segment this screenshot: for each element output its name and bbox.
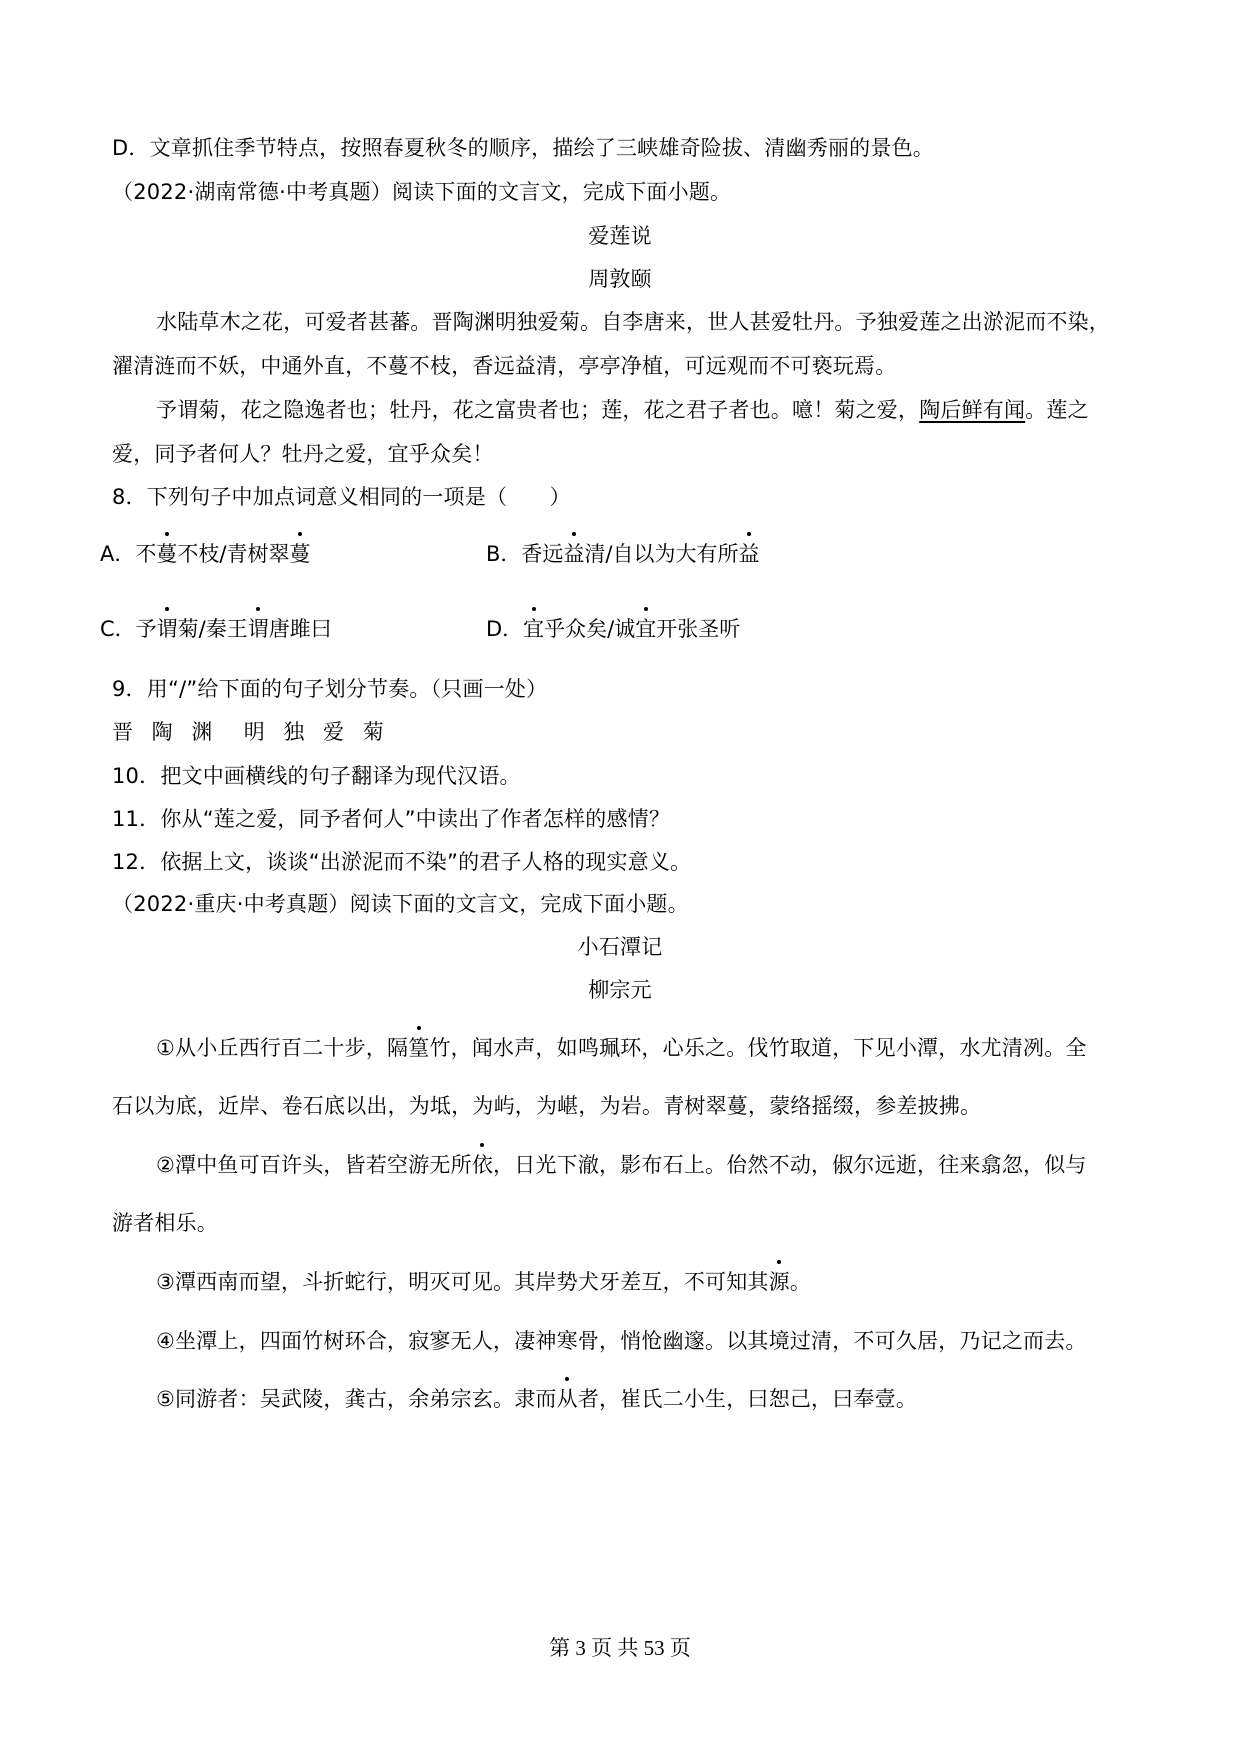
option-text: 香远 [521,542,564,566]
passage2-p3 [156,1268,1172,1296]
passage2-p1-line1 [156,1034,1172,1062]
question-8-stem: 8．下列句子中加点词意义相同的一项是（ ） [112,485,571,509]
dotted-word: 谓 [156,617,178,641]
option-text: 予 [135,617,157,641]
passage2-p4: ④坐潭上，四面竹树环合，寂寥无人，凄神寒骨，悄怆幽邃。以其境过清，不可久居，乃记之而去。 [156,1329,1087,1353]
option-label: A． [100,542,136,566]
q8-option-b[interactable] [486,540,760,568]
q8-option-a[interactable] [100,540,310,568]
passage1-para1-line1: 水陆草木之花，可爱者甚蕃。晋陶渊明独爱菊。自李唐来，世人甚爱牡丹。予独爱莲之出淤泥而不染， [156,310,1110,334]
passage2-author: 柳宗元 [588,978,652,1002]
text: ①从小丘西行百二十步，隔 [156,1036,409,1060]
para2-text-pre: 予谓菊，花之隐逸者也；牡丹，花之富贵者也；莲，花之君子者也。噫！菊之爱， [156,398,920,422]
text: ，日光下澈，影布石上。佁然不动，俶尔远逝，往来翕忽，似与 [493,1153,1087,1177]
dotted-word: 宜 [635,617,657,641]
option-text: 不枝/青树翠 [177,542,290,566]
page-number: 第 3 页 共 53 页 [549,1636,691,1660]
passage1-para1-line2: 濯清涟而不妖，中通外直，不蔓不枝，香远益清，亭亭净植，可远观而不可亵玩焉。 [112,354,897,378]
question-9-sentence: 晋 陶 渊 明 独 爱 菊 [112,720,390,744]
option-text: 乎众矣/诚 [544,617,636,641]
option-text: 唐雎曰 [268,617,332,641]
text: 竹，闻水声，如鸣珮环，心乐之。伐竹取道，下见小潭，水尤清冽。全 [429,1036,1087,1060]
question-12: 12．依据上文，谈谈“出淤泥而不染”的君子人格的现实意义。 [112,850,692,874]
para2-text-post: 。莲之 [1025,398,1089,422]
dotted-word: 从 [556,1387,578,1411]
passage1-author: 周敦颐 [588,267,652,291]
passage2-p2-line2: 游者相乐。 [112,1211,218,1235]
text: ②潭中鱼可百许头，皆若空游无所 [156,1153,472,1177]
dotted-word: 蔓 [289,542,311,566]
option-text: 清/自以为大有所 [584,542,739,566]
dotted-word: 依 [471,1153,494,1177]
passage2-p1-line2: 石以为底，近岸、卷石底以出，为坻，为屿，为嵁，为岩。青树翠蔓，蒙络摇缀，参差披拂。 [112,1094,982,1118]
passage1-para2-line1 [156,396,1172,424]
text: 。 [789,1270,812,1294]
text: 者，崔氏二小生，曰恕己，曰奉壹。 [577,1387,918,1411]
option-text: 不 [135,542,157,566]
question-10: 10．把文中画横线的句子翻译为现代汉语。 [112,764,521,788]
option-text: 菊/秦王 [177,617,248,641]
passage1-para2-line2: 爱，同予者何人？牡丹之爱，宜乎众矣！ [112,442,494,466]
underlined-sentence: 陶后鲜有闻 [919,398,1026,422]
passage2-title: 小石潭记 [577,935,663,959]
dotted-word: 宜 [523,617,545,641]
q8-option-c[interactable] [100,615,332,643]
option-label: D． [486,617,524,641]
dotted-word: 篁 [408,1036,430,1060]
passage2-p5 [156,1385,1172,1413]
text: ⑤同游者：吴武陵，龚古，余弟宗玄。隶而 [156,1387,557,1411]
option-label: C． [100,617,136,641]
passage1-source: （2022·湖南常德·中考真题）阅读下面的文言文，完成下面小题。 [112,180,732,204]
passage2-p2-line1 [156,1151,1172,1179]
q8-option-d[interactable] [486,615,740,643]
dotted-word: 源 [768,1270,790,1294]
question-9-stem: 9．用“/”给下面的句子划分节奏。（只画一处） [112,677,548,701]
dotted-word: 谓 [247,617,269,641]
dotted-word: 蔓 [156,542,178,566]
option-label: B． [486,542,522,566]
passage2-source: （2022·重庆·中考真题）阅读下面的文言文，完成下面小题。 [112,892,689,916]
dotted-word: 益 [563,542,585,566]
question-11: 11．你从“莲之爱，同予者何人”中读出了作者怎样的感情？ [112,807,671,831]
text: ③潭西南而望，斗折蛇行，明灭可见。其岸势犬牙差互，不可知其 [156,1270,769,1294]
dotted-word: 益 [738,542,760,566]
option-d-previous: D．文章抓住季节特点，按照春夏秋冬的顺序，描绘了三峡雄奇险拔、清幽秀丽的景色。 [112,136,934,160]
passage1-title: 爱莲说 [588,224,652,248]
option-text: 开张圣听 [656,617,741,641]
